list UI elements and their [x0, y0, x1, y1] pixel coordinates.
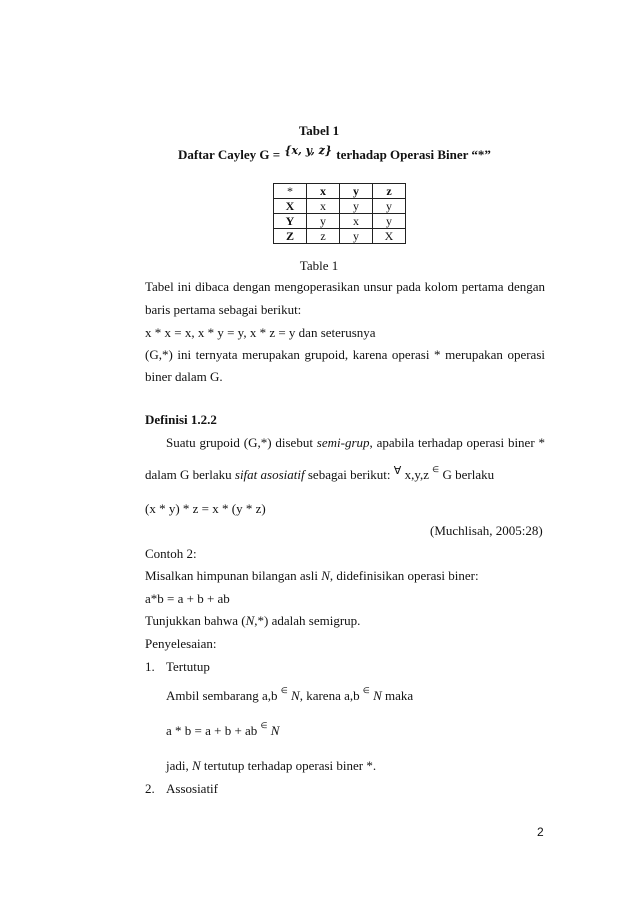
step-number: 2.	[145, 781, 155, 796]
header-cell: x	[307, 184, 340, 199]
example-line	[145, 613, 545, 629]
table-row	[274, 229, 406, 244]
example-text: , didefinisikan operasi biner:	[329, 568, 479, 583]
examples-line: x * x = x, x * y = y, x * z = y dan seterusnya	[145, 325, 376, 340]
step-line	[166, 723, 279, 739]
set-symbol: N	[245, 613, 255, 628]
paragraph-line: Tabel ini dibaca dengan mengoperasikan unsur pada kolom pertama dengan	[145, 279, 545, 294]
step-line	[166, 758, 376, 774]
paragraph-line: baris pertama sebagai berikut:	[145, 302, 302, 317]
step-text: maka	[381, 688, 414, 703]
paragraph-line: biner dalam G.	[145, 369, 223, 384]
table-row	[274, 214, 406, 229]
definition-text: sebagai berikut:	[304, 467, 394, 482]
step-text: a * b = a + b + ab	[166, 723, 261, 738]
definition-term: semi-grup	[316, 435, 370, 450]
table-cell: y	[373, 199, 406, 214]
table-header-row	[274, 184, 406, 199]
step-number: 1.	[145, 659, 155, 674]
step-text: tertutup terhadap operasi biner *.	[200, 758, 377, 773]
set-symbol: N	[192, 758, 201, 773]
element-of-symbol: ∈	[432, 465, 440, 474]
step-title: Assosiatif	[166, 781, 218, 796]
definition-line	[145, 464, 545, 483]
set-symbol: N	[287, 688, 300, 703]
element-of-symbol: ∈	[280, 686, 288, 695]
table-row	[274, 199, 406, 214]
table-cell: y	[307, 214, 340, 229]
definition-text: G berlaku	[439, 467, 495, 482]
table-cell: y	[340, 199, 373, 214]
definition-text: dalam G berlaku	[145, 467, 235, 482]
definition-line	[166, 435, 545, 451]
example-text: Misalkan himpunan bilangan asli	[145, 568, 322, 583]
table-label: Table 1	[299, 258, 339, 273]
step-line	[166, 688, 413, 704]
cayley-table	[273, 183, 406, 244]
table-cell: y	[373, 214, 406, 229]
example-title: Contoh 2:	[145, 546, 197, 561]
citation: (Muchlisah, 2005:28)	[430, 523, 543, 538]
step-title: Tertutup	[166, 659, 210, 674]
table-cell: x	[307, 199, 340, 214]
paragraph-line: (G,*) ini ternyata merupakan grupoid, karena operasi * merupakan operasi	[145, 347, 545, 362]
table-title: Tabel 1	[298, 123, 340, 138]
definition-text: x,y,z	[401, 467, 433, 482]
set-symbol: N	[267, 723, 280, 738]
header-cell: *	[274, 184, 307, 199]
table-cell: y	[340, 229, 373, 244]
row-head-cell: Z	[274, 229, 307, 244]
definition-term: sifat asosiatif	[234, 467, 305, 482]
definition-text: Suatu grupoid (G,*) disebut	[166, 435, 317, 450]
step-text: jadi,	[166, 758, 192, 773]
definition-formula: (x * y) * z = x * (y * z)	[145, 501, 266, 516]
solution-label: Penyelesaian:	[145, 636, 217, 651]
set-symbol: N	[321, 568, 330, 583]
step-text: Ambil sembarang a,b	[166, 688, 281, 703]
header-cell: z	[373, 184, 406, 199]
table-cell: X	[373, 229, 406, 244]
page-number: 2	[537, 825, 544, 839]
caption-suffix: terhadap Operasi Biner “*”	[332, 147, 491, 162]
example-line	[145, 568, 545, 584]
example-text: Tunjukkan bahwa (	[145, 613, 246, 628]
element-of-symbol: ∈	[260, 721, 268, 730]
definition-heading: Definisi 1.2.2	[145, 412, 217, 427]
row-head-cell: X	[274, 199, 307, 214]
table-cell: z	[307, 229, 340, 244]
caption-prefix: Daftar Cayley G =	[178, 147, 284, 162]
header-cell: y	[340, 184, 373, 199]
definition-text: , apabila terhadap operasi biner *	[369, 435, 545, 450]
caption-set: {x, y, z}	[284, 144, 332, 157]
example-text: ,*) adalah semigrup.	[254, 613, 361, 628]
step-text: , karena a,b	[299, 688, 363, 703]
set-symbol: N	[369, 688, 382, 703]
element-of-symbol: ∈	[362, 686, 370, 695]
row-head-cell: Y	[274, 214, 307, 229]
forall-symbol: ∀	[393, 464, 402, 477]
example-operation: a*b = a + b + ab	[145, 591, 230, 606]
table-caption	[178, 144, 538, 163]
table-cell: x	[340, 214, 373, 229]
